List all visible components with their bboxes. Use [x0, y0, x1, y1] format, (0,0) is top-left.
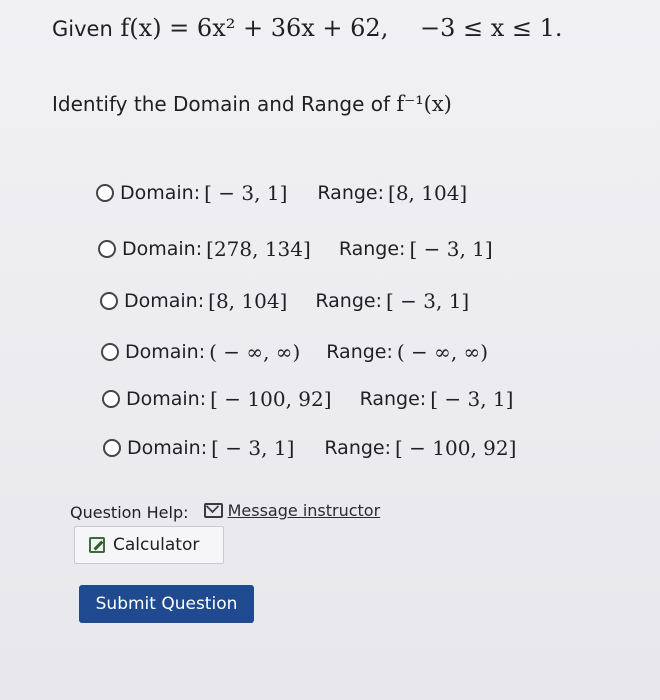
range-value: [8, 104] — [388, 181, 468, 205]
domain-label: Domain: — [122, 238, 203, 260]
question-help-label: Question Help: — [70, 503, 189, 522]
calculator-icon — [89, 537, 105, 553]
domain-label: Domain: — [125, 341, 206, 363]
prompt-text: Identify the Domain and Range of — [52, 92, 391, 116]
envelope-icon — [204, 503, 223, 518]
answer-option[interactable] — [102, 387, 513, 411]
answer-option[interactable] — [101, 340, 488, 364]
range-value: [ − 3, 1] — [385, 289, 470, 313]
domain-value: [ − 100, 92] — [210, 387, 332, 411]
range-value: [ − 3, 1] — [409, 237, 493, 261]
range-label: Range: — [338, 238, 406, 260]
range-value: [ − 3, 1] — [430, 387, 514, 411]
domain-label: Domain: — [120, 182, 201, 204]
domain-label: Domain: — [127, 437, 208, 459]
range-value: [ − 100, 92] — [395, 436, 517, 460]
radio-button[interactable] — [102, 390, 120, 408]
radio-button[interactable] — [96, 184, 114, 202]
range-label: Range: — [315, 290, 382, 312]
answer-option[interactable] — [103, 436, 516, 460]
radio-button[interactable] — [103, 439, 121, 457]
domain-value: [ − 3, 1] — [211, 436, 295, 460]
message-instructor-label: Message instructor — [227, 501, 381, 520]
calculator-label: Calculator — [113, 535, 200, 555]
given-label: Given — [52, 17, 113, 41]
range-value: ( − ∞, ∞) — [396, 340, 489, 364]
prompt-expression: f⁻¹(x) — [396, 92, 452, 116]
radio-button[interactable] — [101, 343, 119, 361]
domain-value: [8, 104] — [208, 289, 288, 313]
question-help — [70, 501, 380, 522]
answer-option[interactable] — [96, 181, 467, 205]
domain-value: [278, 134] — [206, 237, 311, 261]
radio-button[interactable] — [100, 292, 118, 310]
range-label: Range: — [317, 182, 385, 204]
domain-label: Domain: — [126, 388, 207, 410]
calculator-button[interactable] — [74, 526, 224, 564]
answer-option[interactable] — [98, 237, 493, 261]
function-expression: f(x) = 6x² + 36x + 62, — [120, 14, 389, 42]
range-label: Range: — [324, 437, 392, 459]
radio-button[interactable] — [98, 240, 116, 258]
message-instructor-link[interactable] — [204, 501, 381, 520]
domain-value: [ − 3, 1] — [204, 181, 288, 205]
domain-label: Domain: — [124, 290, 205, 312]
domain-value: ( − ∞, ∞) — [209, 340, 301, 364]
answer-option[interactable] — [100, 289, 469, 313]
submit-question-button[interactable]: Submit Question — [79, 585, 254, 623]
range-label: Range: — [326, 341, 393, 363]
domain-condition: −3 ≤ x ≤ 1. — [419, 14, 563, 42]
range-label: Range: — [359, 388, 427, 410]
